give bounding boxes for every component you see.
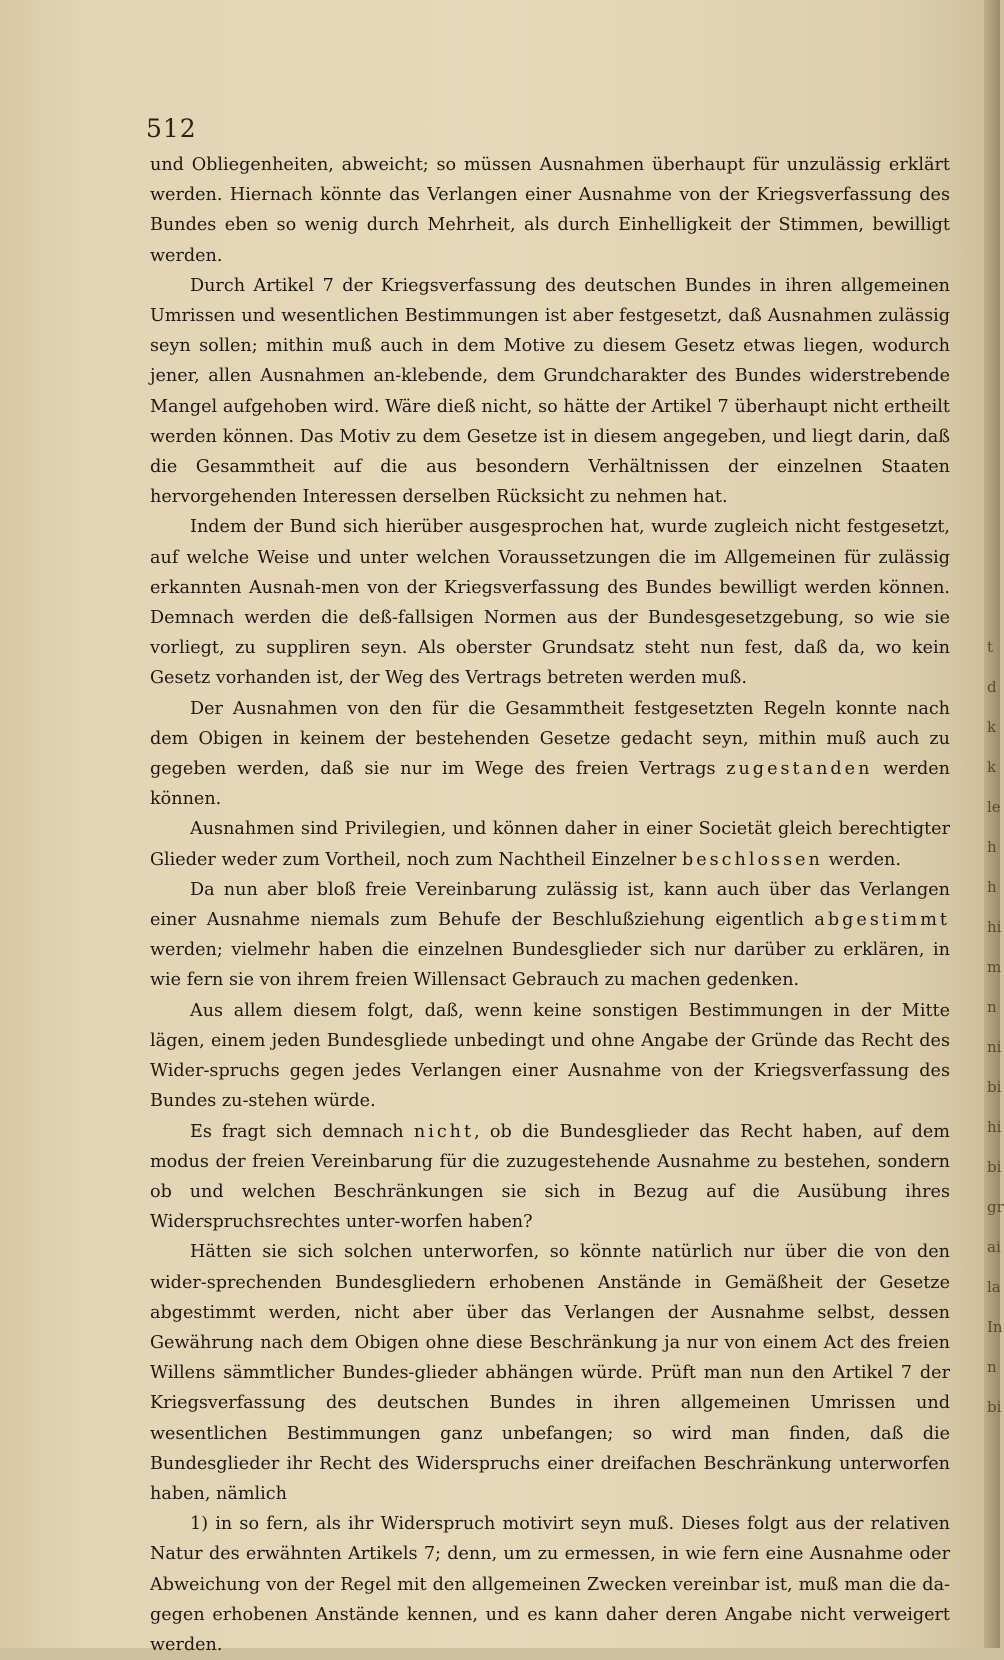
margin-bleed-letter: k	[987, 718, 997, 736]
margin-bleed-letter: bi	[987, 1398, 1002, 1416]
paragraph	[150, 814, 950, 874]
text-run: Der Ausnahmen von den für die Gesammtheit festgesetzten Regeln konnte nach dem Obigen in keinem der bestehenden Gesetze gedacht seyn, mithin muß auch zu gegeben werden, daß sie nur im Wege des freien Vertrags	[150, 698, 950, 780]
margin-bleed-letter: n	[987, 1358, 997, 1376]
text-run: werden; vielmehr haben die einzelnen Bundesglieder sich nur darüber zu erklären, in wie fern sie von ihrem freien Willensact Gebrauch zu machen gedenken.	[150, 940, 950, 991]
margin-bleed-letter: gr	[987, 1198, 1004, 1216]
body-text	[150, 150, 950, 1660]
text-run: , ob die Bundesglieder das Recht haben, auf dem modus der freien Vereinbarung für die zuzugestehende Ausnahme zu bestehen, sondern ob und welchen Beschränkungen sie sich in Bezug auf die Ausübung ihres Widerspruchsrechtes unter-worfen haben?	[150, 1121, 950, 1233]
spaced-emphasis: abgestimmt	[814, 910, 950, 931]
page-number: 512	[146, 114, 197, 143]
margin-bleed-letter: t	[987, 638, 994, 656]
paragraph: Hätten sie sich solchen unterworfen, so könnte natürlich nur über die von den wider-sprechenden Bundesgliedern erhobenen Anstände in Gemäßheit der Gesetze abgestimmt werden, nicht aber über das Verlangen der Ausnahme selbst, dessen Gewährung nach dem Obigen ohne diese Beschränkung ja nur von einem Act des freien Willens sämmtlicher Bundes-glieder abhängen würde. Prüft man nun den Artikel 7 der Kriegsverfassung des deutschen Bundes in ihren allgemeinen Umrissen und wesentlichen Bestimmungen ganz unbefangen; so wird man finden, daß die Bundesglieder ihr Recht des Widerspruchs einer dreifachen Beschränkung unterworfen haben, nämlich	[150, 1242, 950, 1504]
paragraph: Indem der Bund sich hierüber ausgesprochen hat, wurde zugleich nicht festgesetzt, auf welche Weise und unter welchen Voraussetzungen die im Allgemeinen für zulässig erkannten Ausnah-men von der Kriegsverfassung des Bundes bewilligt werden können. Demnach werden die deß-fallsigen Normen aus der Bundesgesetzgebung, so wie sie vorliegt, zu suppliren seyn. Als oberster Grundsatz steht nun fest, daß da, wo kein Gesetz vorhanden ist, der Weg des Vertrags betreten werden muß.	[150, 517, 950, 689]
text-run: werden können.	[150, 759, 951, 810]
text-run: werden.	[822, 849, 901, 870]
margin-bleed-letter: n	[987, 998, 997, 1016]
paragraph: 1) in so fern, als ihr Widerspruch motivirt seyn muß. Dieses folgt aus der relativen Natur des erwähnten Artikels 7; denn, um zu ermessen, in wie fern eine Ausnahme oder Abweichung von der Regel mit den allgemeinen Zwecken vereinbar ist, muß man die da-gegen erhobenen Anstände kennen, und es kann daher deren Angabe nicht verweigert werden.	[150, 1514, 950, 1655]
paragraph: und Obliegenheiten, abweicht; so müssen Ausnahmen überhaupt für unzulässig erklärt werden. Hiernach könnte das Verlangen einer Ausnahme von der Kriegsverfassung des Bundes eben so wenig durch Mehrheit, als durch Einhelligkeit der Stimmen, bewilligt werden.	[150, 155, 950, 266]
margin-bleed-letter: bi	[987, 1158, 1002, 1176]
text-run: Da nun aber bloß freie Vereinbarung zulässig ist, kann auch über das Verlangen einer Ausnahme niemals zum Behufe der Beschlußziehung eigentlich	[150, 879, 950, 931]
paragraph	[150, 875, 950, 996]
margin-bleed-letter: le	[987, 798, 1001, 816]
margin-bleed-letter: hi	[987, 918, 1002, 936]
margin-bleed-letter: hi	[987, 1118, 1002, 1136]
margin-bleed-letter: bi	[987, 1078, 1002, 1096]
margin-bleed-letter: In	[987, 1318, 1003, 1336]
paragraph: Durch Artikel 7 der Kriegsverfassung des deutschen Bundes in ihren allgemeinen Umrissen und wesentlichen Bestimmungen ist aber festgesetzt, daß Ausnahmen zulässig seyn sollen; mithin muß auch in dem Motive zu diesem Gesetz etwas liegen, wodurch jener, allen Ausnahmen an-klebende, dem Grundcharakter des Bundes widerstrebende Mangel aufgehoben wird. Wäre dieß nicht, so hätte der Artikel 7 überhaupt nicht ertheilt werden können. Das Motiv zu dem Gesetze ist in diesem angegeben, und liegt darin, daß die Gesammtheit auf die aus besondern Verhältnissen der einzelnen Staaten hervorgehenden Interessen derselben Rücksicht zu nehmen hat.	[150, 275, 950, 508]
margin-bleed-letter: ai	[987, 1238, 1001, 1256]
paragraph	[150, 1117, 950, 1238]
spaced-emphasis: beschlossen	[681, 849, 823, 870]
margin-bleed-letter: ni	[987, 1038, 1002, 1056]
spaced-emphasis: zugestanden	[726, 759, 873, 780]
margin-bleed-letter: h	[987, 838, 997, 856]
text-run: Es fragt sich demnach	[190, 1121, 414, 1142]
margin-bleed-letter: m	[987, 958, 1002, 976]
paragraph	[150, 694, 950, 815]
spaced-emphasis: nicht	[413, 1121, 475, 1142]
paragraph: Aus allem diesem folgt, daß, wenn keine sonstigen Bestimmungen in der Mitte lägen, einem jeden Bundesgliede unbedingt und ohne Angabe der Gründe das Recht des Wider-spruchs gegen jedes Verlangen einer Ausnahme von der Kriegsverfassung des Bundes zu-stehen würde.	[150, 1000, 950, 1112]
margin-bleed-letter: d	[987, 678, 997, 696]
margin-bleed-letter: k	[987, 758, 997, 776]
margin-bleed-letter: la	[987, 1278, 1001, 1296]
margin-bleed-letter: h	[987, 878, 997, 896]
text-run: Ausnahmen sind Privilegien, und können daher in einer Societät gleich berechtigter Glieder weder zum Vortheil, noch zum Nachtheil Einzelner	[150, 819, 950, 870]
page-gutter	[984, 0, 1004, 1648]
